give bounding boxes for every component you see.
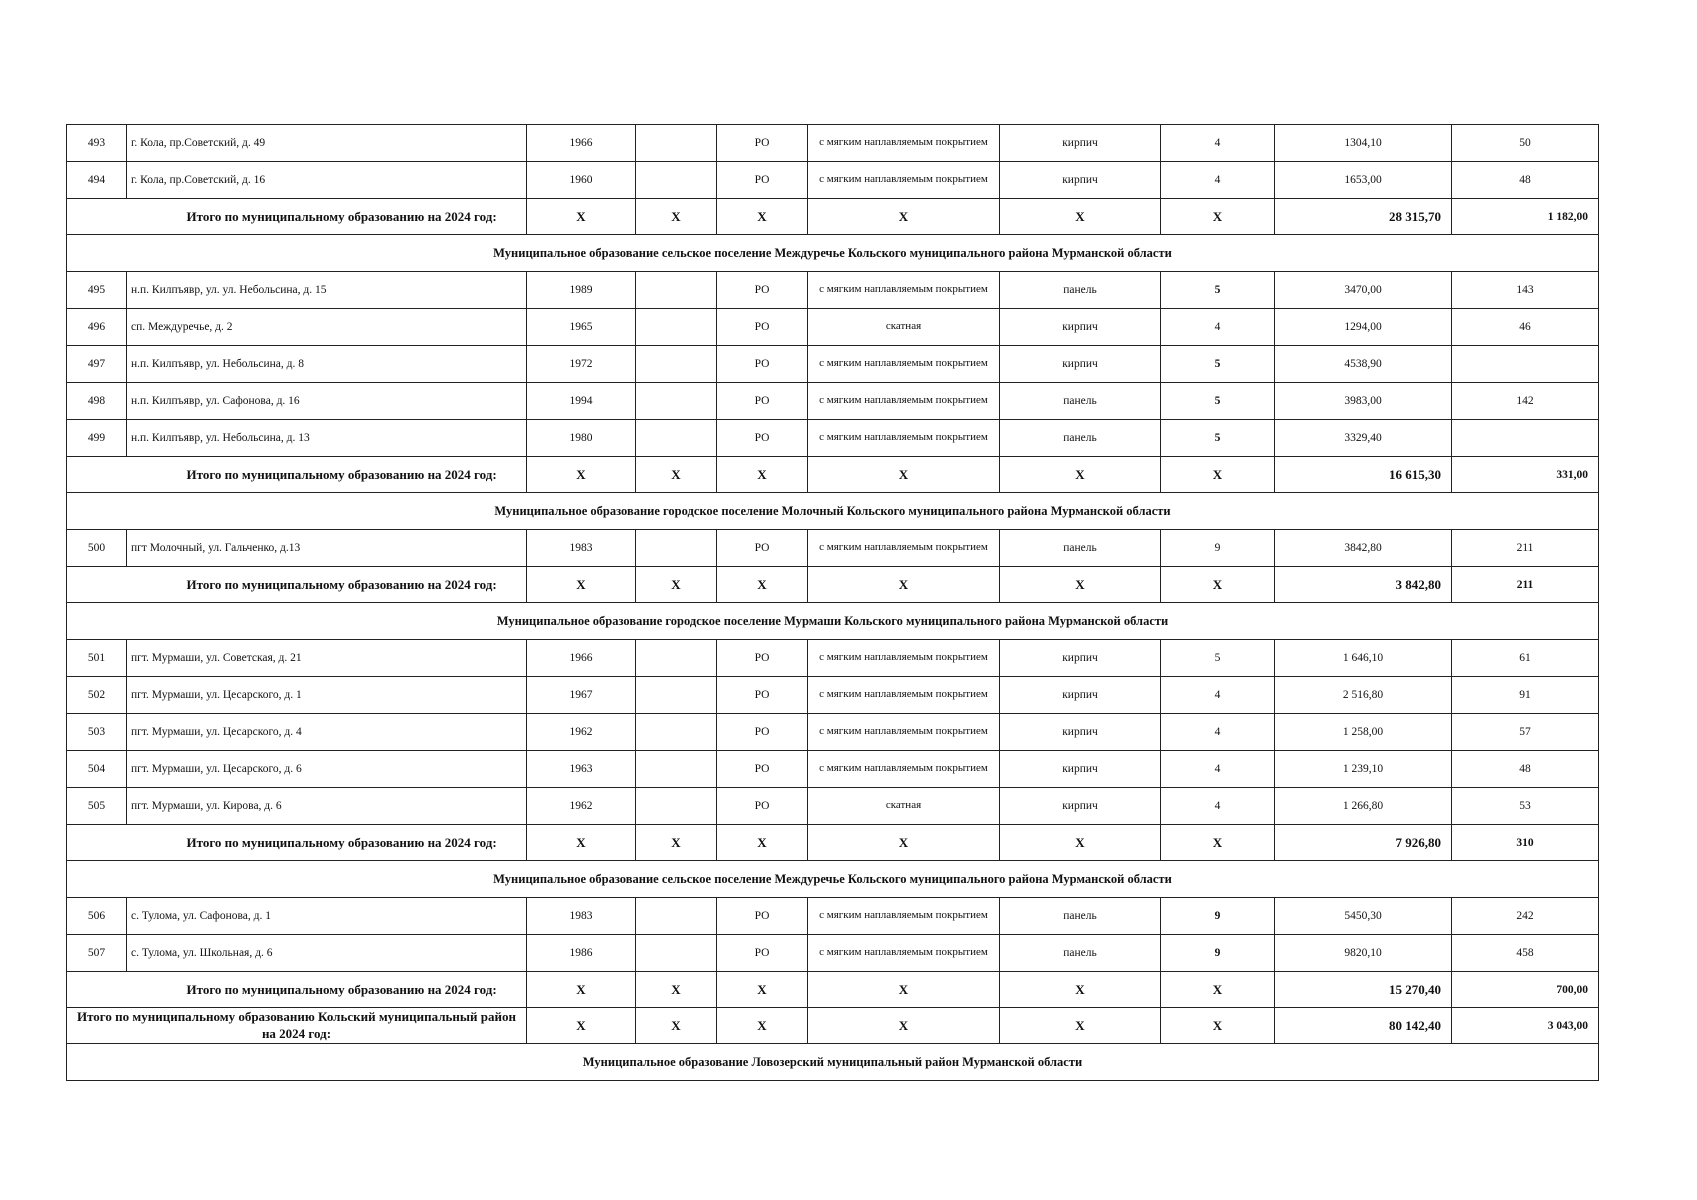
district-total-label: Итого по муниципальному образованию Кольский муниципальный район на 2024 год: — [67, 1008, 527, 1044]
address-cell: г. Кола, пр.Советский, д. 49 — [127, 125, 527, 162]
floors-cell: 9 — [1161, 898, 1275, 935]
wall-material-cell: кирпич — [1000, 677, 1161, 714]
program-cell: РО — [717, 935, 808, 972]
roof-type-cell: с мягким наплавляемым покрытием — [808, 751, 1000, 788]
x-mark-cell: X — [808, 825, 1000, 861]
total-area-cell: 28 315,70 — [1275, 199, 1452, 235]
x-mark-cell: X — [808, 1008, 1000, 1044]
x-mark-cell: X — [808, 457, 1000, 493]
year-cell: 1994 — [527, 383, 636, 420]
table-row — [67, 751, 1599, 788]
roof-type-cell: с мягким наплавляемым покрытием — [808, 383, 1000, 420]
total-residents-cell: 1 182,00 — [1452, 199, 1599, 235]
floors-cell: 4 — [1161, 751, 1275, 788]
x-mark-cell: X — [717, 1008, 808, 1044]
section-header-row — [67, 493, 1599, 530]
section-title: Муниципальное образование Ловозерский муниципальный район Мурманской области — [67, 1044, 1599, 1081]
x-mark-cell: X — [527, 825, 636, 861]
area-cell: 1 266,80 — [1275, 788, 1452, 825]
year-cell: 1986 — [527, 935, 636, 972]
section-title: Муниципальное образование городское поселение Мурмаши Кольского муниципального района Мурманской области — [67, 603, 1599, 640]
x-mark-cell: X — [1000, 199, 1161, 235]
program-cell: РО — [717, 530, 808, 567]
empty-cell — [636, 898, 717, 935]
roof-type-cell: с мягким наплавляемым покрытием — [808, 162, 1000, 199]
x-mark-cell: X — [636, 199, 717, 235]
roof-type-cell: с мягким наплавляемым покрытием — [808, 125, 1000, 162]
x-mark-cell: X — [527, 1008, 636, 1044]
floors-cell: 5 — [1161, 420, 1275, 457]
residents-cell — [1452, 420, 1599, 457]
subtotal-label: Итого по муниципальному образованию на 2024 год: — [127, 199, 527, 235]
table-row — [67, 677, 1599, 714]
floors-cell: 4 — [1161, 677, 1275, 714]
floors-cell: 5 — [1161, 383, 1275, 420]
x-mark-cell: X — [1161, 972, 1275, 1008]
row-number: 504 — [67, 751, 127, 788]
floors-cell: 4 — [1161, 309, 1275, 346]
row-number: 503 — [67, 714, 127, 751]
residents-cell: 48 — [1452, 162, 1599, 199]
residents-cell: 143 — [1452, 272, 1599, 309]
wall-material-cell: кирпич — [1000, 125, 1161, 162]
section-header-row — [67, 861, 1599, 898]
x-mark-cell: X — [1161, 825, 1275, 861]
empty-cell — [636, 162, 717, 199]
area-cell: 5450,30 — [1275, 898, 1452, 935]
roof-type-cell: с мягким наплавляемым покрытием — [808, 640, 1000, 677]
row-number: 505 — [67, 788, 127, 825]
area-cell: 1 239,10 — [1275, 751, 1452, 788]
address-cell: пгт. Мурмаши, ул. Цесарского, д. 1 — [127, 677, 527, 714]
x-mark-cell: X — [527, 972, 636, 1008]
wall-material-cell: кирпич — [1000, 751, 1161, 788]
floors-cell: 5 — [1161, 272, 1275, 309]
section-header-row — [67, 1044, 1599, 1081]
residents-cell: 48 — [1452, 751, 1599, 788]
floors-cell: 4 — [1161, 162, 1275, 199]
floors-cell: 5 — [1161, 346, 1275, 383]
area-cell: 3983,00 — [1275, 383, 1452, 420]
district-total-row — [67, 1008, 1599, 1044]
residents-cell — [1452, 346, 1599, 383]
wall-material-cell: панель — [1000, 935, 1161, 972]
row-number: 495 — [67, 272, 127, 309]
total-residents-cell: 3 043,00 — [1452, 1008, 1599, 1044]
residents-cell: 57 — [1452, 714, 1599, 751]
empty-cell — [636, 272, 717, 309]
subtotal-blank-cell — [67, 825, 127, 861]
x-mark-cell: X — [527, 199, 636, 235]
floors-cell: 4 — [1161, 125, 1275, 162]
year-cell: 1962 — [527, 714, 636, 751]
row-number: 502 — [67, 677, 127, 714]
empty-cell — [636, 751, 717, 788]
x-mark-cell: X — [1161, 567, 1275, 603]
year-cell: 1983 — [527, 898, 636, 935]
empty-cell — [636, 677, 717, 714]
row-number: 493 — [67, 125, 127, 162]
x-mark-cell: X — [636, 972, 717, 1008]
program-cell: РО — [717, 420, 808, 457]
program-cell: РО — [717, 677, 808, 714]
table-row — [67, 530, 1599, 567]
residents-cell: 91 — [1452, 677, 1599, 714]
section-title: Муниципальное образование сельское поселение Междуречье Кольского муниципального района Мурманской области — [67, 235, 1599, 272]
program-cell: РО — [717, 162, 808, 199]
program-cell: РО — [717, 309, 808, 346]
subtotal-row — [67, 567, 1599, 603]
year-cell: 1963 — [527, 751, 636, 788]
empty-cell — [636, 383, 717, 420]
wall-material-cell: панель — [1000, 530, 1161, 567]
year-cell: 1965 — [527, 309, 636, 346]
wall-material-cell: кирпич — [1000, 788, 1161, 825]
wall-material-cell: кирпич — [1000, 309, 1161, 346]
program-cell: РО — [717, 788, 808, 825]
roof-type-cell: с мягким наплавляемым покрытием — [808, 420, 1000, 457]
x-mark-cell: X — [1161, 457, 1275, 493]
floors-cell: 9 — [1161, 530, 1275, 567]
x-mark-cell: X — [1000, 825, 1161, 861]
program-cell: РО — [717, 751, 808, 788]
program-cell: РО — [717, 125, 808, 162]
roof-type-cell: с мягким наплавляемым покрытием — [808, 935, 1000, 972]
x-mark-cell: X — [636, 825, 717, 861]
row-number: 500 — [67, 530, 127, 567]
total-residents-cell: 211 — [1452, 567, 1599, 603]
table-row — [67, 162, 1599, 199]
x-mark-cell: X — [1161, 199, 1275, 235]
empty-cell — [636, 714, 717, 751]
row-number: 506 — [67, 898, 127, 935]
housing-table — [66, 124, 1599, 1081]
table-row — [67, 346, 1599, 383]
row-number: 496 — [67, 309, 127, 346]
roof-type-cell: с мягким наплавляемым покрытием — [808, 346, 1000, 383]
empty-cell — [636, 125, 717, 162]
total-area-cell: 7 926,80 — [1275, 825, 1452, 861]
roof-type-cell: с мягким наплавляемым покрытием — [808, 898, 1000, 935]
area-cell: 1304,10 — [1275, 125, 1452, 162]
subtotal-blank-cell — [67, 972, 127, 1008]
table-row — [67, 272, 1599, 309]
subtotal-blank-cell — [67, 199, 127, 235]
table-row — [67, 420, 1599, 457]
table-row — [67, 125, 1599, 162]
area-cell: 3470,00 — [1275, 272, 1452, 309]
year-cell: 1983 — [527, 530, 636, 567]
subtotal-label: Итого по муниципальному образованию на 2024 год: — [127, 567, 527, 603]
residents-cell: 61 — [1452, 640, 1599, 677]
year-cell: 1967 — [527, 677, 636, 714]
x-mark-cell: X — [1161, 1008, 1275, 1044]
address-cell: пгт. Мурмаши, ул. Кирова, д. 6 — [127, 788, 527, 825]
total-area-cell: 3 842,80 — [1275, 567, 1452, 603]
section-title: Муниципальное образование сельское поселение Междуречье Кольского муниципального района Мурманской области — [67, 861, 1599, 898]
year-cell: 1966 — [527, 640, 636, 677]
row-number: 501 — [67, 640, 127, 677]
residents-cell: 211 — [1452, 530, 1599, 567]
subtotal-blank-cell — [67, 457, 127, 493]
empty-cell — [636, 309, 717, 346]
x-mark-cell: X — [1000, 457, 1161, 493]
x-mark-cell: X — [717, 457, 808, 493]
address-cell: сп. Междуречье, д. 2 — [127, 309, 527, 346]
floors-cell: 4 — [1161, 788, 1275, 825]
area-cell: 2 516,80 — [1275, 677, 1452, 714]
address-cell: пгт. Мурмаши, ул. Советская, д. 21 — [127, 640, 527, 677]
x-mark-cell: X — [1000, 567, 1161, 603]
program-cell: РО — [717, 898, 808, 935]
empty-cell — [636, 788, 717, 825]
empty-cell — [636, 640, 717, 677]
subtotal-label: Итого по муниципальному образованию на 2024 год: — [127, 457, 527, 493]
address-cell: пгт Молочный, ул. Гальченко, д.13 — [127, 530, 527, 567]
residents-cell: 458 — [1452, 935, 1599, 972]
wall-material-cell: панель — [1000, 272, 1161, 309]
table-row — [67, 788, 1599, 825]
residents-cell: 142 — [1452, 383, 1599, 420]
total-area-cell: 15 270,40 — [1275, 972, 1452, 1008]
section-header-row — [67, 603, 1599, 640]
row-number: 499 — [67, 420, 127, 457]
year-cell: 1962 — [527, 788, 636, 825]
address-cell: с. Тулома, ул. Школьная, д. 6 — [127, 935, 527, 972]
empty-cell — [636, 346, 717, 383]
x-mark-cell: X — [808, 972, 1000, 1008]
subtotal-label: Итого по муниципальному образованию на 2024 год: — [127, 972, 527, 1008]
subtotal-blank-cell — [67, 567, 127, 603]
table-row — [67, 898, 1599, 935]
program-cell: РО — [717, 640, 808, 677]
empty-cell — [636, 530, 717, 567]
area-cell: 1294,00 — [1275, 309, 1452, 346]
wall-material-cell: панель — [1000, 383, 1161, 420]
area-cell: 3329,40 — [1275, 420, 1452, 457]
row-number: 498 — [67, 383, 127, 420]
program-cell: РО — [717, 714, 808, 751]
row-number: 507 — [67, 935, 127, 972]
area-cell: 1 646,10 — [1275, 640, 1452, 677]
table-row — [67, 935, 1599, 972]
empty-cell — [636, 935, 717, 972]
wall-material-cell: кирпич — [1000, 640, 1161, 677]
wall-material-cell: кирпич — [1000, 714, 1161, 751]
address-cell: с. Тулома, ул. Сафонова, д. 1 — [127, 898, 527, 935]
empty-cell — [636, 420, 717, 457]
x-mark-cell: X — [808, 199, 1000, 235]
subtotal-label: Итого по муниципальному образованию на 2024 год: — [127, 825, 527, 861]
residents-cell: 53 — [1452, 788, 1599, 825]
x-mark-cell: X — [1000, 1008, 1161, 1044]
x-mark-cell: X — [717, 199, 808, 235]
row-number: 494 — [67, 162, 127, 199]
total-area-cell: 16 615,30 — [1275, 457, 1452, 493]
subtotal-row — [67, 199, 1599, 235]
program-cell: РО — [717, 346, 808, 383]
x-mark-cell: X — [717, 567, 808, 603]
roof-type-cell: с мягким наплавляемым покрытием — [808, 677, 1000, 714]
subtotal-row — [67, 972, 1599, 1008]
subtotal-row — [67, 457, 1599, 493]
x-mark-cell: X — [717, 972, 808, 1008]
address-cell: пгт. Мурмаши, ул. Цесарского, д. 6 — [127, 751, 527, 788]
row-number: 497 — [67, 346, 127, 383]
section-header-row — [67, 235, 1599, 272]
year-cell: 1966 — [527, 125, 636, 162]
area-cell: 1 258,00 — [1275, 714, 1452, 751]
floors-cell: 5 — [1161, 640, 1275, 677]
year-cell: 1989 — [527, 272, 636, 309]
address-cell: г. Кола, пр.Советский, д. 16 — [127, 162, 527, 199]
table-row — [67, 640, 1599, 677]
section-title: Муниципальное образование городское поселение Молочный Кольского муниципального района Мурманской области — [67, 493, 1599, 530]
roof-type-cell: с мягким наплавляемым покрытием — [808, 714, 1000, 751]
year-cell: 1980 — [527, 420, 636, 457]
x-mark-cell: X — [808, 567, 1000, 603]
roof-type-cell: скатная — [808, 309, 1000, 346]
total-residents-cell: 331,00 — [1452, 457, 1599, 493]
residents-cell: 46 — [1452, 309, 1599, 346]
x-mark-cell: X — [1000, 972, 1161, 1008]
roof-type-cell: с мягким наплавляемым покрытием — [808, 272, 1000, 309]
roof-type-cell: скатная — [808, 788, 1000, 825]
year-cell: 1960 — [527, 162, 636, 199]
total-residents-cell: 700,00 — [1452, 972, 1599, 1008]
total-area-cell: 80 142,40 — [1275, 1008, 1452, 1044]
x-mark-cell: X — [527, 457, 636, 493]
area-cell: 1653,00 — [1275, 162, 1452, 199]
program-cell: РО — [717, 383, 808, 420]
roof-type-cell: с мягким наплавляемым покрытием — [808, 530, 1000, 567]
x-mark-cell: X — [636, 567, 717, 603]
year-cell: 1972 — [527, 346, 636, 383]
wall-material-cell: кирпич — [1000, 346, 1161, 383]
wall-material-cell: панель — [1000, 420, 1161, 457]
x-mark-cell: X — [717, 825, 808, 861]
address-cell: н.п. Килпъявр, ул. Небольсина, д. 8 — [127, 346, 527, 383]
residents-cell: 242 — [1452, 898, 1599, 935]
address-cell: пгт. Мурмаши, ул. Цесарского, д. 4 — [127, 714, 527, 751]
table-row — [67, 714, 1599, 751]
total-residents-cell: 310 — [1452, 825, 1599, 861]
table-row — [67, 309, 1599, 346]
x-mark-cell: X — [636, 1008, 717, 1044]
address-cell: н.п. Килпъявр, ул. ул. Небольсина, д. 15 — [127, 272, 527, 309]
residents-cell: 50 — [1452, 125, 1599, 162]
program-cell: РО — [717, 272, 808, 309]
area-cell: 3842,80 — [1275, 530, 1452, 567]
x-mark-cell: X — [636, 457, 717, 493]
address-cell: н.п. Килпъявр, ул. Небольсина, д. 13 — [127, 420, 527, 457]
wall-material-cell: кирпич — [1000, 162, 1161, 199]
wall-material-cell: панель — [1000, 898, 1161, 935]
subtotal-row — [67, 825, 1599, 861]
table-row — [67, 383, 1599, 420]
area-cell: 4538,90 — [1275, 346, 1452, 383]
address-cell: н.п. Килпъявр, ул. Сафонова, д. 16 — [127, 383, 527, 420]
floors-cell: 4 — [1161, 714, 1275, 751]
floors-cell: 9 — [1161, 935, 1275, 972]
x-mark-cell: X — [527, 567, 636, 603]
area-cell: 9820,10 — [1275, 935, 1452, 972]
